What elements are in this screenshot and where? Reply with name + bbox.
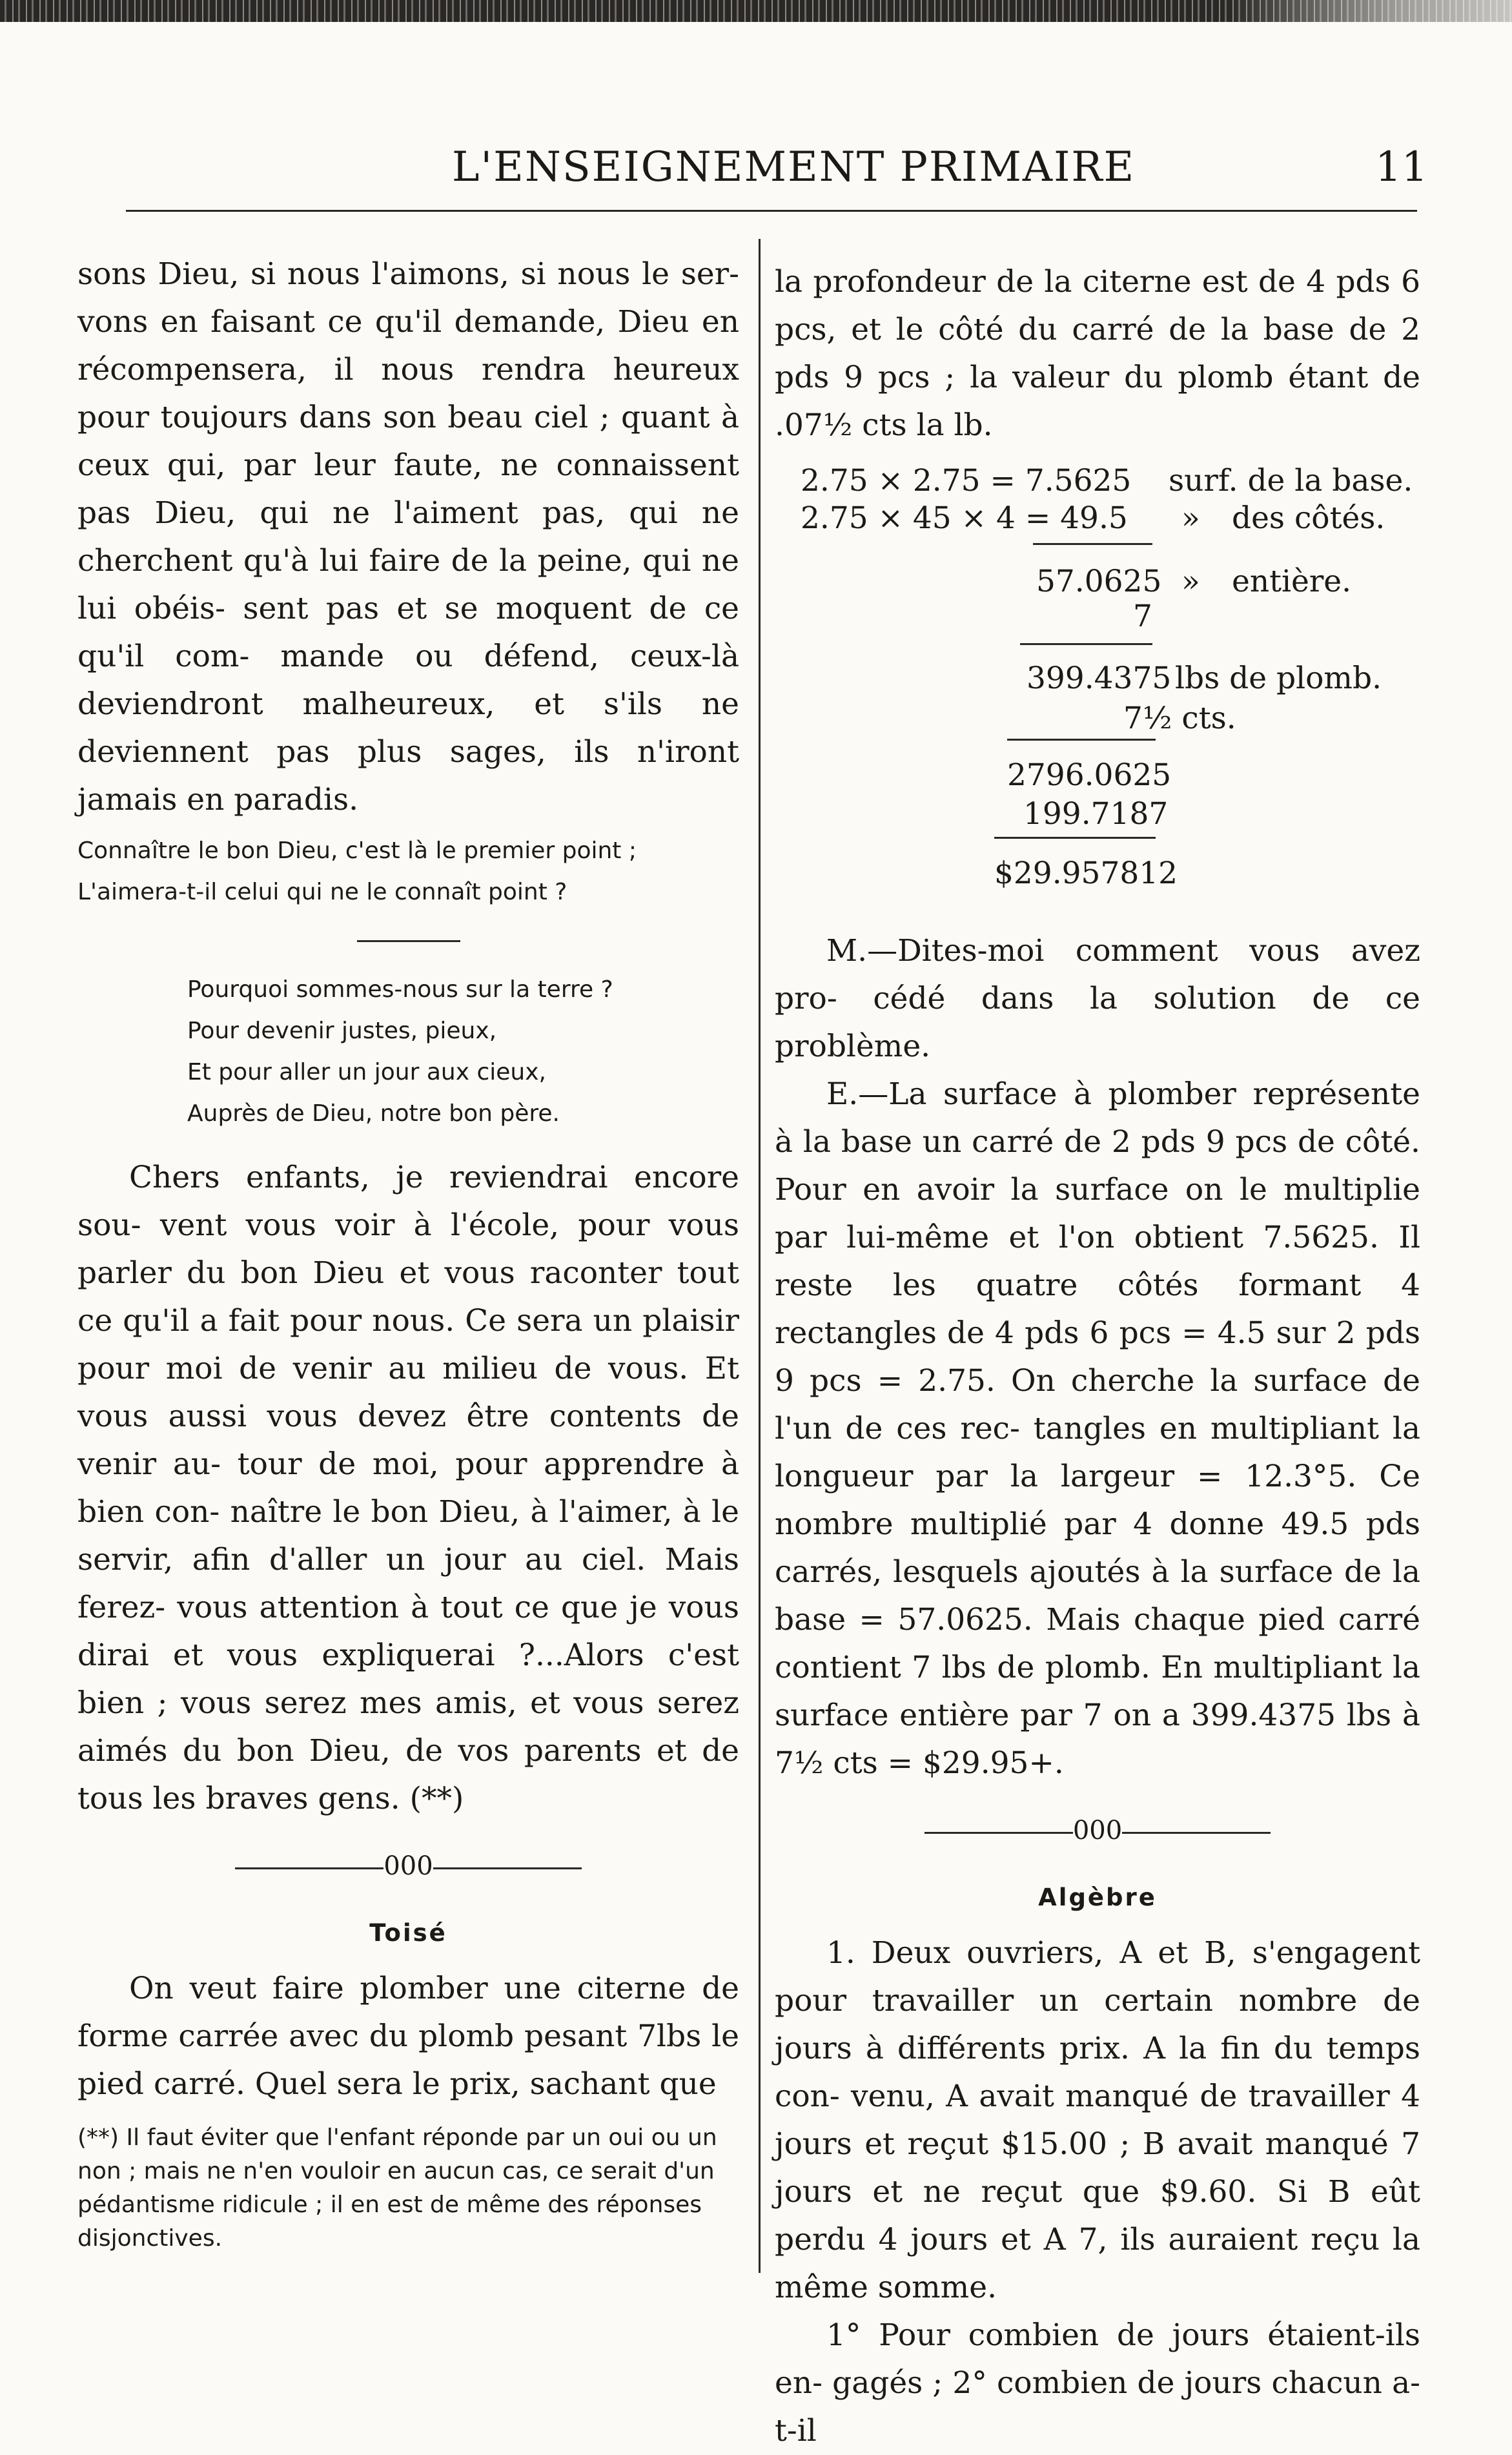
left-paragraph-1 bbox=[77, 251, 739, 824]
text-line: reste les quatre côtés formant 4 rectangles bbox=[775, 1268, 1420, 1351]
short-rule bbox=[357, 940, 460, 942]
calc-rule bbox=[1020, 643, 1152, 645]
verse-line: Pourquoi sommes-nous sur la terre ? bbox=[187, 976, 613, 1003]
text-line: la base un carré de 2 pds 9 pcs de côté. bbox=[802, 1124, 1420, 1160]
text-line: moi de venir au milieu de vous. Et vous bbox=[77, 1351, 739, 1434]
verse-1 bbox=[77, 830, 739, 913]
calc-rule bbox=[1033, 543, 1152, 545]
text-line: largeur = 12.3°5. Ce nombre multiplié par bbox=[775, 1459, 1420, 1542]
text-line: braves gens. (**) bbox=[205, 1781, 464, 1816]
text-line: la profondeur de la citerne est de 4 pds 6 bbox=[775, 264, 1420, 300]
text-line: vons en faisant ce qu'il demande, Dieu bbox=[77, 304, 690, 340]
right-paragraph-3 bbox=[775, 1071, 1420, 1787]
column-divider bbox=[759, 239, 761, 2273]
running-title: L'ENSEIGNEMENT PRIMAIRE bbox=[452, 143, 1136, 191]
section-separator bbox=[77, 1842, 739, 1890]
text-line: sent pas et se moquent de ce qu'il com- bbox=[77, 591, 739, 674]
calc-rate: 7½ cts. bbox=[1123, 701, 1236, 736]
text-line: E.—La surface à plomber représente à bbox=[775, 1076, 1420, 1160]
text-line: On veut faire plomber une citerne de bbox=[129, 1971, 739, 2006]
text-line: surface de la base = 57.0625. Mais chaque bbox=[775, 1554, 1420, 1638]
text-line: Chers enfants, je reviendrai encore sou- bbox=[77, 1160, 739, 1243]
text-line: en récompensera, il nous rendra heureux bbox=[77, 304, 739, 387]
text-line: mande ou défend, ceux-là deviendront bbox=[77, 639, 739, 722]
calc-partial-2: 199.7187 bbox=[1023, 796, 1169, 832]
text-line: pcs, et le côté du carré de la base de 2 pds 9 bbox=[775, 312, 1420, 395]
running-head bbox=[0, 143, 1512, 195]
left-paragraph-3 bbox=[77, 1965, 739, 2108]
text-line: pied carré contient 7 lbs de plomb. En bbox=[775, 1602, 1420, 1685]
text-line: pcs ; la valeur du plomb étant de .07½ cts bbox=[775, 360, 1420, 443]
separator-bar bbox=[235, 1867, 383, 1869]
text-line: sages, ils n'iront jamais en paradis. bbox=[77, 734, 739, 817]
text-line: tangles en multipliant la longueur par la bbox=[775, 1411, 1420, 1494]
text-line: cédé dans la solution de ce problème. bbox=[775, 981, 1420, 1064]
right-paragraph-4 bbox=[775, 1929, 1420, 2312]
text-line: du bon Dieu et vous raconter tout ce qu'il bbox=[77, 1255, 739, 1339]
verse-line: Connaître le bon Dieu, c'est là le premier point ; bbox=[77, 837, 637, 864]
calc-product-label: lbs de plomb. bbox=[1175, 661, 1382, 696]
verse-line: Et pour aller un jour aux cieux, bbox=[187, 1059, 546, 1085]
text-line: Dieu, qui ne l'aiment pas, qui ne cherchent bbox=[77, 495, 739, 579]
text-line: M.—Dites-moi comment vous avez pro- bbox=[775, 933, 1420, 1016]
calc-multiplier: 7 bbox=[1133, 599, 1152, 634]
calc-line2-expr: 2.75 × 45 × 4 = 49.5 bbox=[801, 500, 1128, 536]
calc-sum: 57.0625 bbox=[1036, 564, 1162, 599]
text-line: forme carrée avec du plomb pesant 7lbs le bbox=[77, 2018, 739, 2054]
text-line: vous attention à tout ce que je vous dirai bbox=[77, 1590, 739, 1673]
calc-line1-expr: 2.75 × 2.75 = 7.5625 bbox=[801, 463, 1132, 498]
calc-product: 399.4375 bbox=[1027, 661, 1172, 696]
text-line: du bon Dieu, de vos parents et de tous les bbox=[77, 1733, 739, 1816]
text-line: ceux qui, par leur faute, ne connaissent pas bbox=[77, 447, 739, 531]
separator-text: 000 bbox=[383, 1851, 433, 1881]
right-column bbox=[775, 258, 1420, 2455]
text-line: naître le bon Dieu, à l'aimer, à le servir, bbox=[77, 1494, 739, 1577]
right-paragraph-2 bbox=[775, 927, 1420, 1071]
text-line: a fait pour nous. Ce sera un plaisir pour bbox=[77, 1303, 739, 1386]
text-line: 1. Deux ouvriers, A et B, s'engagent bbox=[826, 1935, 1420, 1971]
right-paragraph-5 bbox=[775, 2312, 1420, 2455]
text-line: ne reçut que $9.60. Si B eût perdu 4 jours bbox=[775, 2174, 1420, 2257]
text-line: gagés ; 2° combien de jours chacun a-t-il bbox=[775, 2365, 1420, 2449]
left-column bbox=[77, 251, 739, 2255]
calc-line2-label: des côtés. bbox=[1232, 500, 1385, 536]
verse-line: Pour devenir justes, pieux, bbox=[187, 1018, 497, 1044]
left-paragraph-2 bbox=[77, 1154, 739, 1823]
page-number: 11 bbox=[1375, 143, 1428, 191]
text-line: pour toujours dans son beau ciel ; quant à bbox=[77, 400, 739, 435]
text-line: la lb. bbox=[916, 407, 993, 443]
calc-rule bbox=[994, 837, 1156, 839]
verse-line: L'aimera-t-il celui qui ne le connaît point ? bbox=[77, 879, 567, 905]
header-rule bbox=[126, 210, 1417, 212]
calc-sum-label: entière. bbox=[1232, 564, 1352, 599]
separator-bar bbox=[1122, 1832, 1271, 1834]
text-line: afin d'aller un jour au ciel. Mais ferez- bbox=[77, 1542, 739, 1625]
text-line: à différents prix. A la fin du temps con- bbox=[775, 2031, 1420, 2114]
text-line: et vous expliquerai ?...Alors c'est bien ; bbox=[77, 1638, 739, 1721]
verse-2 bbox=[77, 969, 739, 1135]
text-line: malheureux, et s'ils ne deviennent pas plus bbox=[77, 686, 739, 770]
text-line: venu, A avait manqué de travailler 4 jours bbox=[775, 2079, 1420, 2162]
text-line: et reçut $15.00 ; B avait manqué 7 jours et bbox=[775, 2126, 1420, 2210]
text-line: vent vous voir à l'école, pour vous parler bbox=[77, 1207, 739, 1291]
scan-top-strip-fade bbox=[1227, 0, 1512, 26]
separator-text: 000 bbox=[1072, 1816, 1123, 1845]
calc-partial-1: 2796.0625 bbox=[1007, 757, 1172, 793]
separator-bar bbox=[433, 1867, 582, 1869]
footnote: (**) Il faut éviter que l'enfant réponde par un oui ou un non ; mais ne n'en vouloir en aucun cas, ce serait d'un pédantisme ridicule ; il en est de même des réponses disjonctives. bbox=[77, 2124, 717, 2252]
text-line: pied carré. Quel sera le prix, sachant que bbox=[77, 2066, 717, 2102]
text-line: pour travailler un certain nombre de jours bbox=[775, 1983, 1420, 2066]
text-line: tour de moi, pour apprendre à bien con- bbox=[77, 1446, 739, 1530]
text-line: vous serez mes amis, et vous serez aimés bbox=[77, 1685, 739, 1769]
verse-line: Auprès de Dieu, notre bon père. bbox=[187, 1100, 560, 1127]
calc-rule bbox=[1007, 739, 1156, 741]
section-separator bbox=[775, 1807, 1420, 1854]
text-line: aussi vous devez être contents de venir au- bbox=[77, 1399, 739, 1482]
text-line: 1° Pour combien de jours étaient-ils en- bbox=[775, 2317, 1420, 2401]
text-line: multipliant la surface entière par 7 on a bbox=[775, 1650, 1420, 1733]
text-line: qu'à lui faire de la peine, qui ne lui obéis- bbox=[77, 543, 739, 626]
text-line: sons Dieu, si nous l'aimons, si nous le ser- bbox=[77, 256, 739, 292]
calc-line2-mark: » bbox=[1181, 500, 1200, 536]
calc-line1-label: surf. de la base. bbox=[1169, 463, 1413, 498]
text-line: Pour en avoir la surface on le multiplie bbox=[775, 1172, 1420, 1207]
text-line: 4 donne 49.5 pds carrés, lesquels ajoutés à la bbox=[775, 1506, 1420, 1590]
text-line: par lui-même et l'on obtient 7.5625. Il bbox=[775, 1220, 1420, 1255]
text-line: On cherche la surface de l'un de ces rec- bbox=[775, 1363, 1420, 1446]
section-title-toise: Toisé bbox=[369, 1919, 447, 1947]
calculation-block bbox=[775, 449, 1420, 927]
separator-bar bbox=[925, 1832, 1073, 1834]
section-title-algebre: Algèbre bbox=[1038, 1884, 1157, 1911]
calc-sum-mark: » bbox=[1181, 564, 1200, 599]
text-line: et A 7, ils auraient reçu la même somme. bbox=[775, 2222, 1420, 2305]
text-line: 399.4375 lbs à 7½ cts = $29.95+. bbox=[775, 1698, 1420, 1781]
text-line: de 4 pds 6 pcs = 4.5 sur 2 pds 9 pcs = 2.75. bbox=[775, 1315, 1420, 1399]
right-paragraph-1 bbox=[775, 258, 1420, 449]
calc-total: $29.957812 bbox=[994, 856, 1178, 891]
